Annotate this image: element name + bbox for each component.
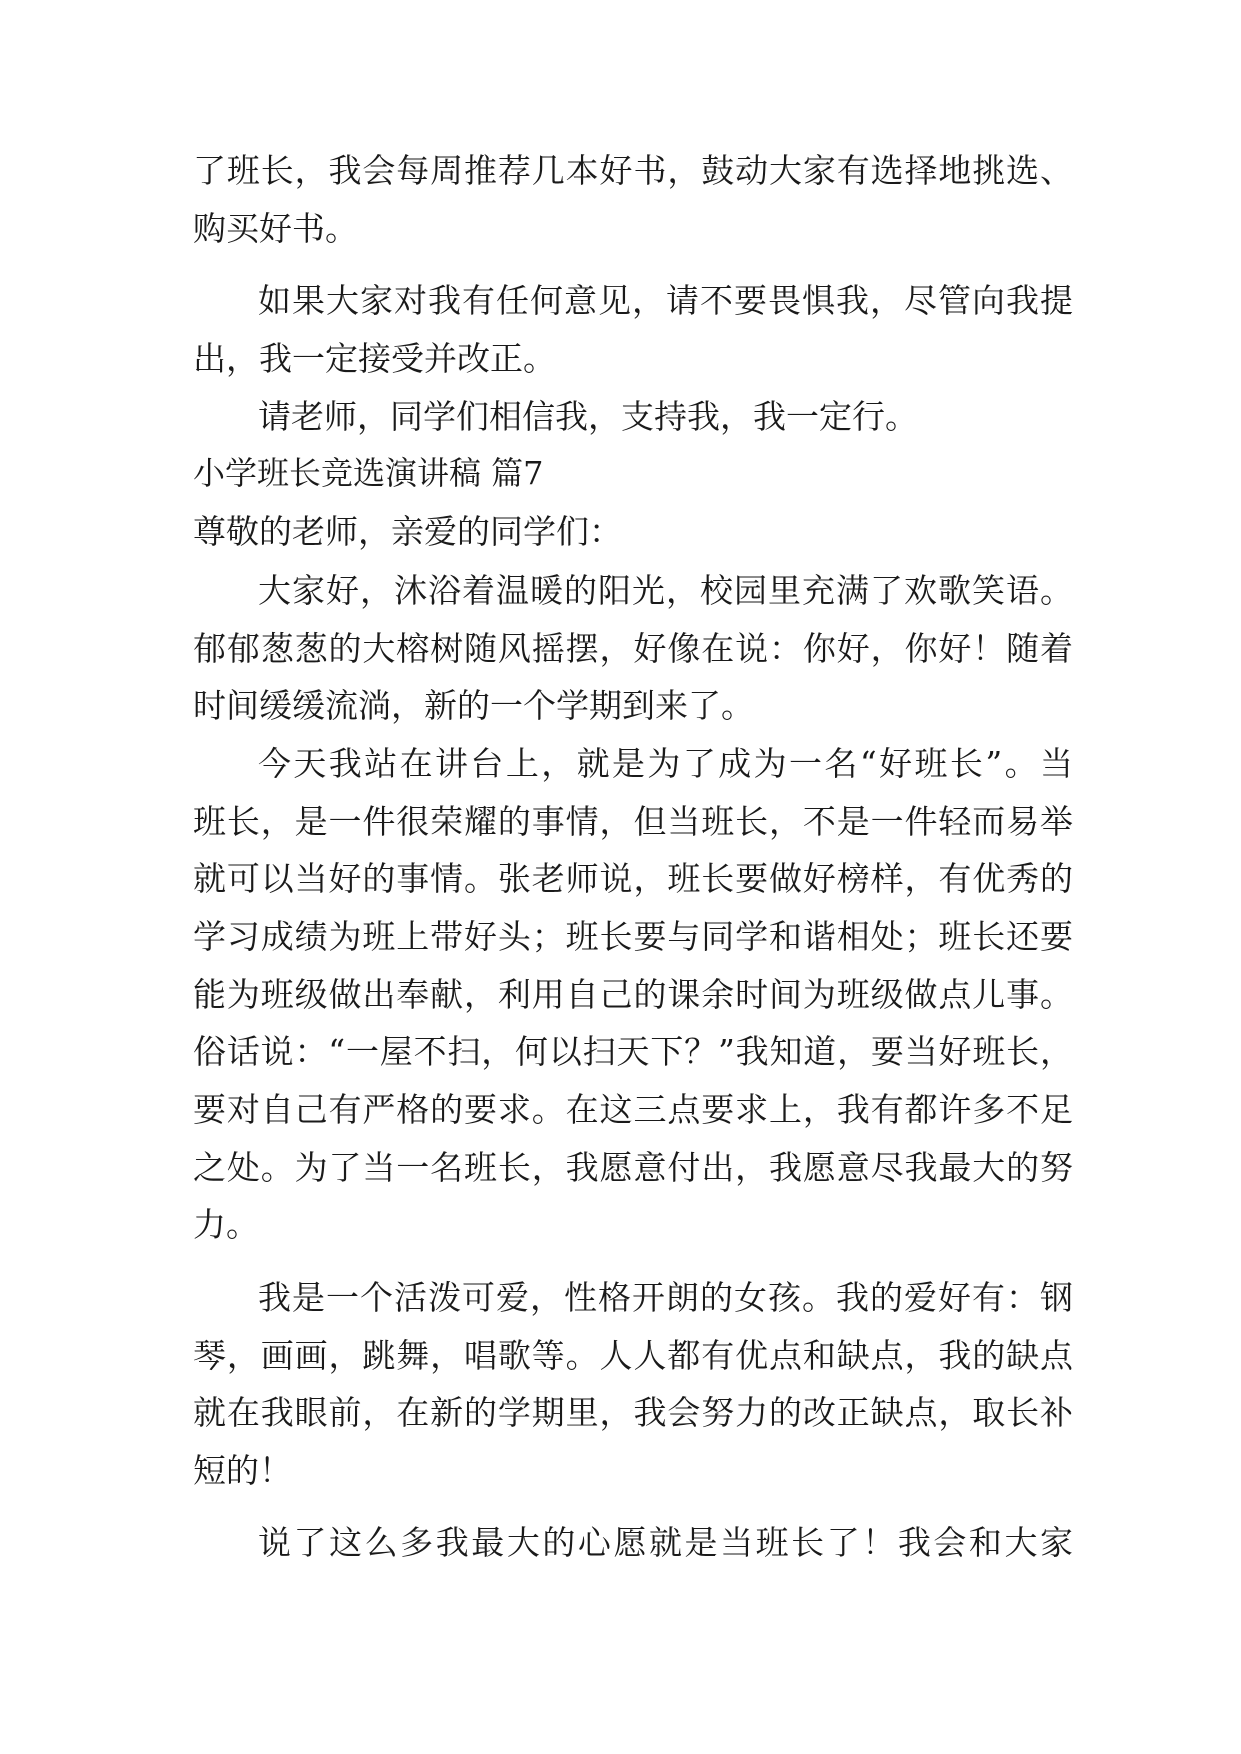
text-line: 学习成绩为班上带好头；班长要与同学和谐相处；班长还要 xyxy=(193,917,1073,956)
text-line: 说了这么多我最大的心愿就是当班长了！我会和大家 xyxy=(258,1523,1073,1562)
text-line: 要对自己有严格的要求。在这三点要求上，我有都许多不足 xyxy=(193,1090,1073,1129)
text-line: 请老师，同学们相信我，支持我，我一定行。 xyxy=(258,397,918,436)
text-line: 购买好书。 xyxy=(193,209,358,248)
text-line: 郁郁葱葱的大榕树随风摇摆，好像在说：你好，你好！随着 xyxy=(193,629,1073,668)
text-line: 班长，是一件很荣耀的事情，但当班长，不是一件轻而易举 xyxy=(193,802,1073,841)
text-line: 之处。为了当一名班长，我愿意付出，我愿意尽我最大的努 xyxy=(193,1148,1073,1187)
text-line: 今天我站在讲台上，就是为了成为一名“好班长”。当 xyxy=(258,744,1073,783)
text-line: 力。 xyxy=(193,1205,259,1244)
section-heading: 小学班长竞选演讲稿 篇7 xyxy=(193,454,544,492)
salutation: 尊敬的老师，亲爱的同学们： xyxy=(193,512,622,551)
text-line: 大家好，沐浴着温暖的阳光，校园里充满了欢歌笑语。 xyxy=(258,571,1073,610)
text-line: 就在我眼前，在新的学期里，我会努力的改正缺点，取长补 xyxy=(193,1393,1073,1432)
text-line: 出，我一定接受并改正。 xyxy=(193,339,556,378)
text-line: 了班长，我会每周推荐几本好书，鼓动大家有选择地挑选、 xyxy=(193,151,1073,190)
text-line: 时间缓缓流淌，新的一个学期到来了。 xyxy=(193,686,754,725)
text-line: 短的！ xyxy=(193,1451,292,1490)
text-line: 能为班级做出奉献，利用自己的课余时间为班级做点儿事。 xyxy=(193,975,1073,1014)
text-line: 俗话说：“一屋不扫，何以扫天下？”我知道，要当好班长， xyxy=(193,1032,1073,1071)
text-line: 就可以当好的事情。张老师说，班长要做好榜样，有优秀的 xyxy=(193,859,1073,898)
text-line: 我是一个活泼可爱，性格开朗的女孩。我的爱好有：钢 xyxy=(258,1278,1073,1317)
text-line: 如果大家对我有任何意见，请不要畏惧我，尽管向我提 xyxy=(258,281,1073,320)
text-line: 琴，画画，跳舞，唱歌等。人人都有优点和缺点，我的缺点 xyxy=(193,1336,1073,1375)
